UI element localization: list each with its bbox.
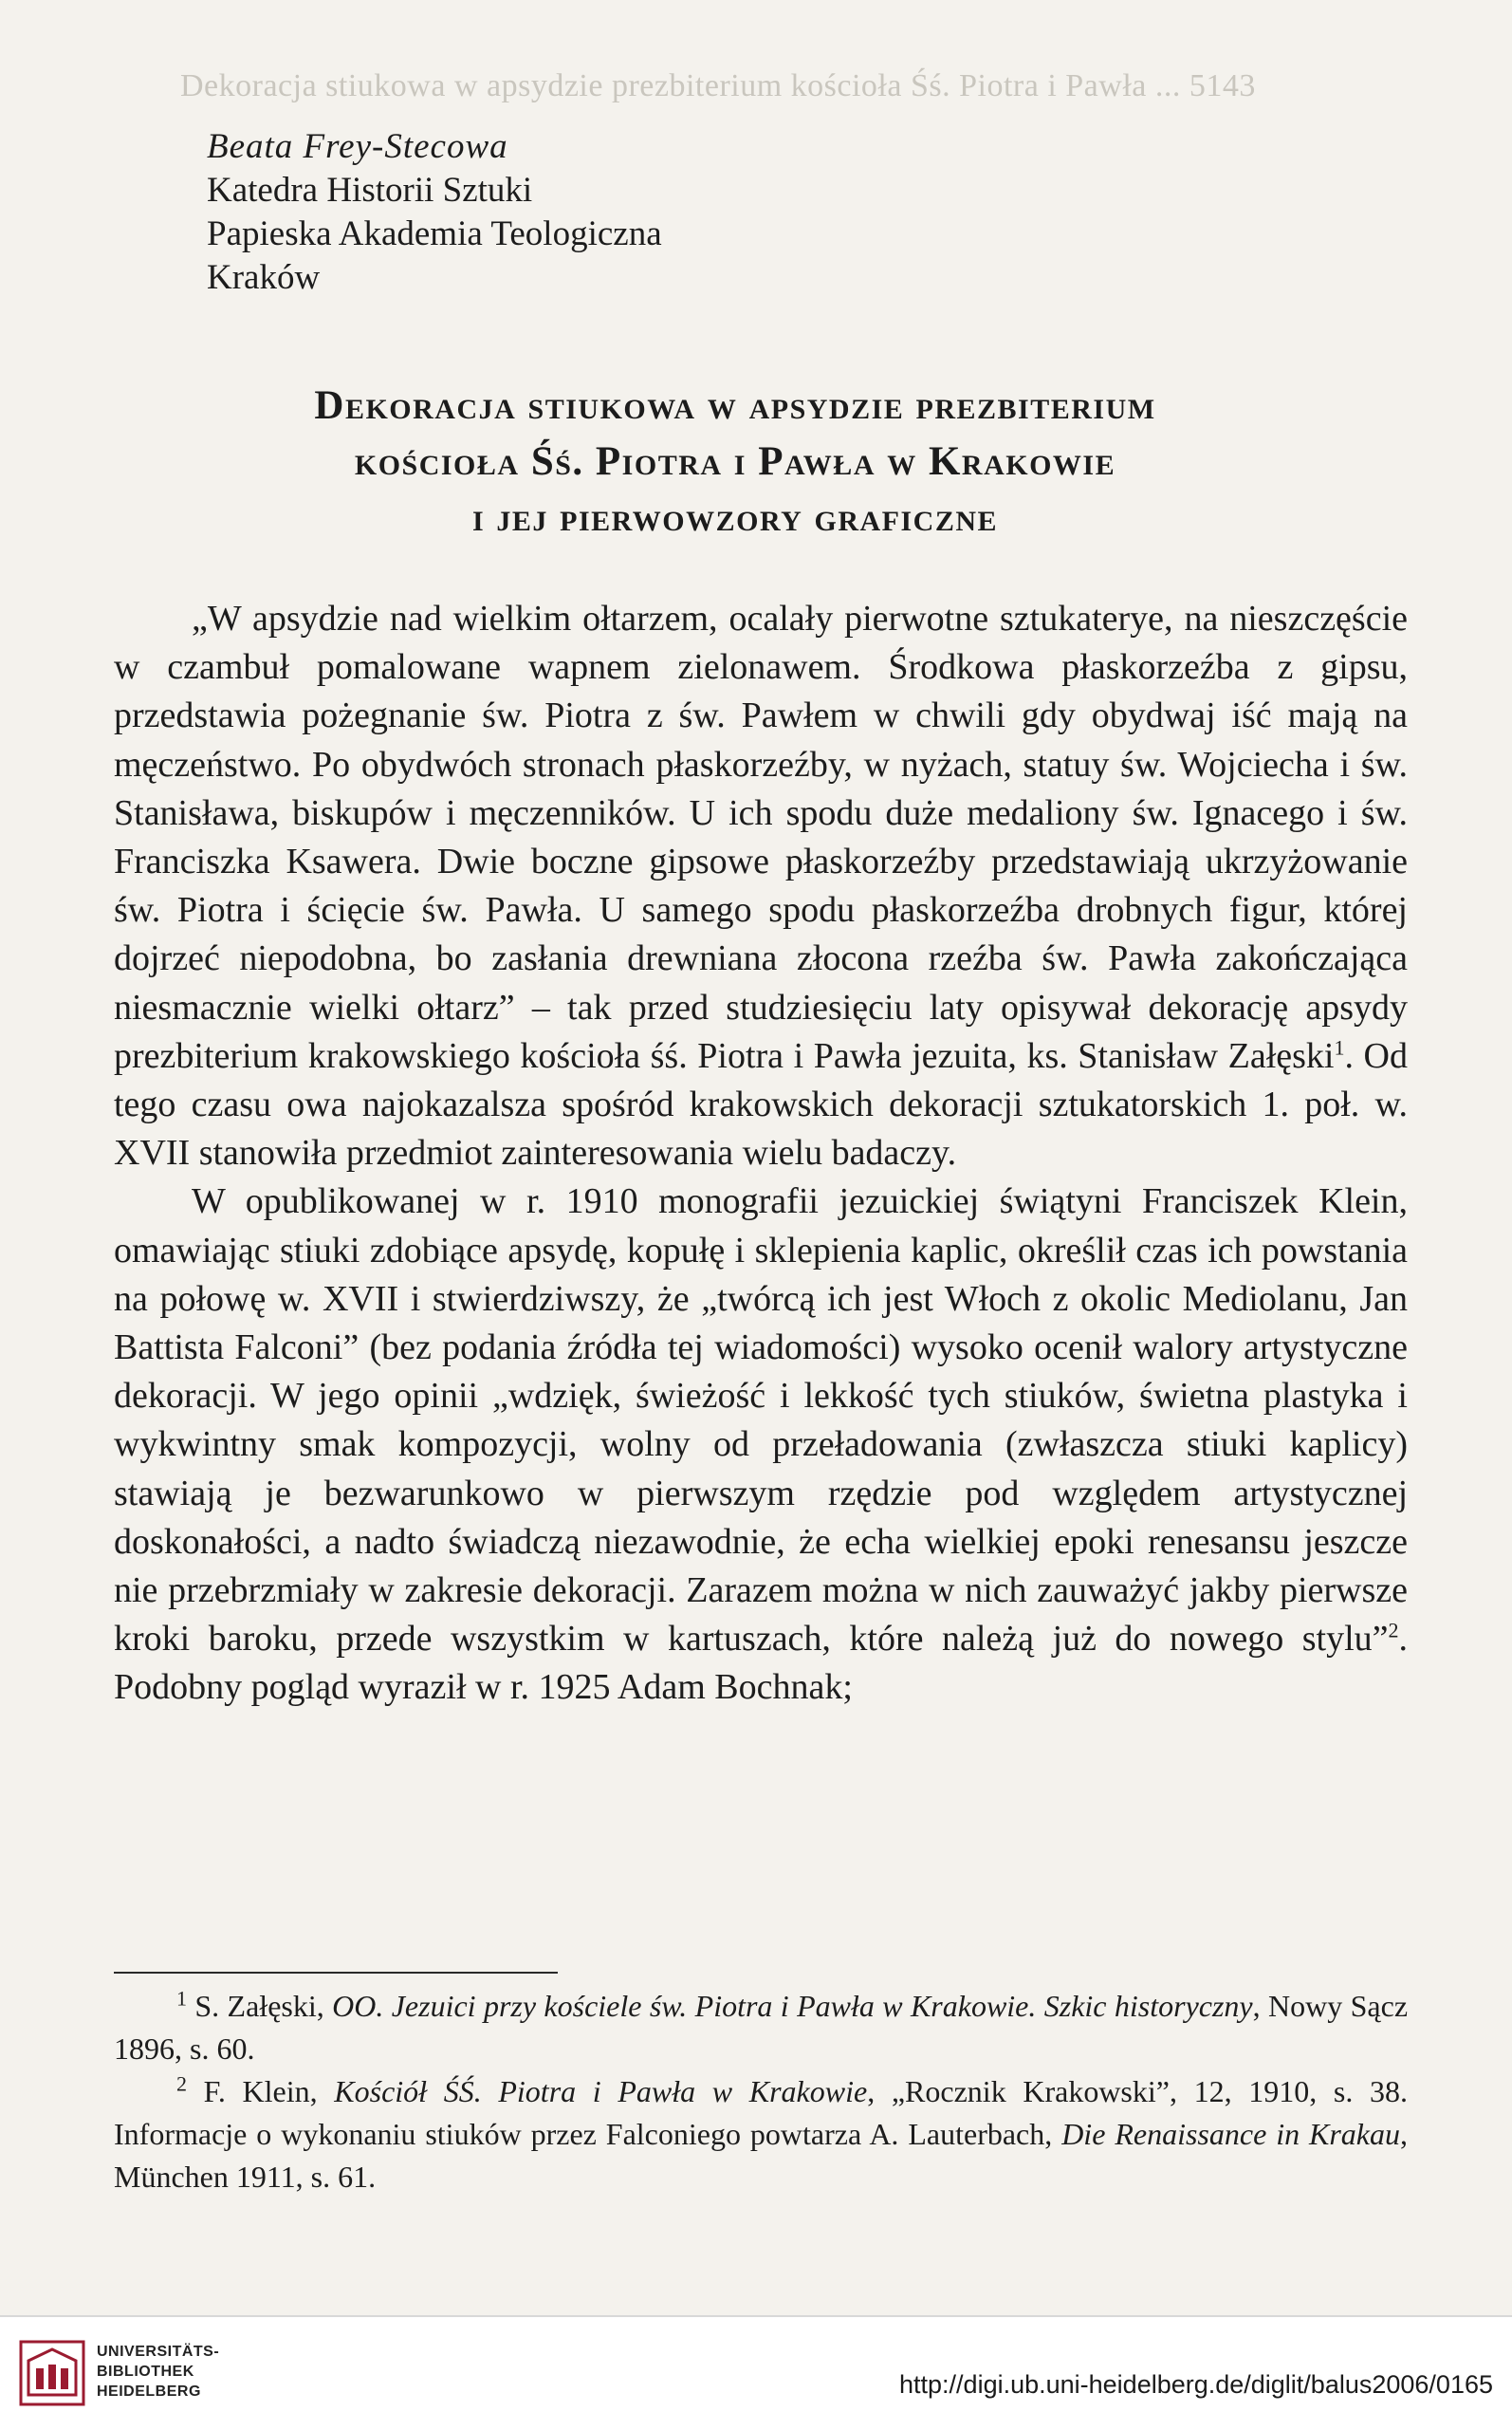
author-city: Kraków <box>207 258 321 297</box>
footnote-2 <box>114 2070 1408 2198</box>
author-department: Katedra Historii Sztuki <box>207 171 533 210</box>
footnote-1-number: 1 <box>176 1986 187 2011</box>
heidelberg-library-logo-icon <box>19 2340 85 2406</box>
footnote-1 <box>114 1985 1408 2070</box>
paragraph-2 <box>114 1178 1408 1712</box>
footnote-ref-1: 1 <box>1334 1035 1345 1060</box>
footnote-2-text: , „Rocznik Krakowski”, 12, 1910, s. 38. Informacje o wykonaniu stiuków przez Falconiego powtarza A. Lauterbach, <box>114 2074 1409 2151</box>
footnote-2-title: Kościół ŚŚ. Piotra i Pawła w Krakowie <box>334 2074 868 2108</box>
footnote-1-author: S. Załęski, <box>187 1989 333 2023</box>
footnotes <box>114 1985 1408 2198</box>
paragraph-2-text-cont: . Podobny pogląd wyraził w r. 1925 Adam Bochnak; <box>114 1619 1408 1708</box>
body-text <box>114 595 1408 1713</box>
library-name-line-3: HEIDELBERG <box>97 2384 201 2400</box>
title-line-2: kościoła Śś. Piotra i Pawła w Krakowie <box>354 439 1116 484</box>
footnote-divider <box>114 1972 558 1974</box>
footnote-1-imprint: , Nowy Sącz 1896, s. 60. <box>114 1989 1409 2066</box>
paragraph-1-text: „W apsydzie nad wielkim ołtarzem, ocalały pierwotne sztukaterye, na nieszczęście w czambuł pomalowane wapnem zielonawem. Środkowa płaskorzeźba z gipsu, przedstawia pożegnanie św. Piotra z św. Pawłem w chwili gdy obydwaj iść mają na męczeństwo. Po obydwóch stronach płaskorzeźby, w nyżach, statuy św. Wojciecha i św. Stanisława, biskupów i męczenników. U ich spodu duże medaliony św. Ignacego i św. Franciszka Ksawera. Dwie boczne gipsowe płaskorzeźby przedstawiają ukrzyżowanie św. Piotra i ścięcie św. Pawła. U samego spodu płaskorzeźba drobnych figur, której dojrzeć niepodobna, bo zasłania drewniana złocona rzeźba św. Pawła zakończająca niesmacznie wielki ołtarz” – tak przed studziesięciu laty opisywał dekorację apsydy prezbiterium krakowskiego kościoła śś. Piotra i Pawła jezuita, ks. Stanisław Załęski <box>114 599 1408 1076</box>
footnote-1-title: OO. Jezuici przy kościele św. Piotra i Pawła w Krakowie. Szkic historyczny <box>332 1989 1253 2023</box>
footnote-2-imprint: , München 1911, s. 61. <box>114 2117 1409 2194</box>
permalink-url[interactable]: http://digi.ub.uni-heidelberg.de/diglit/balus2006/0165 <box>899 2370 1493 2399</box>
paragraph-1 <box>114 595 1408 1178</box>
title-line-3: i jej pierwowzory graficzne <box>471 495 999 540</box>
library-name <box>97 2342 219 2402</box>
author-block <box>207 125 662 300</box>
library-name-line-2: BIBLIOTHEK <box>97 2364 194 2380</box>
author-name: Beata Frey-Stecowa <box>207 127 508 166</box>
paragraph-2-text: W opublikowanej w r. 1910 monografii jezuickiej świątyni Franciszek Klein, omawiając stiuki zdobiące apsydę, kopułę i sklepienia kaplic, określił czas ich powstania na połowę w. XVII i stwierdziwszy, że „twórcą ich jest Włoch z okolic Mediolanu, Jan Battista Falconi” (bez podania źródła tej wiadomości) wysoko ocenił walory artystyczne dekoracji. W jego opinii „wdzięk, świeżość i lekkość tych stiuków, świetna plastyka i wykwintny smak kompozycji, wolny od przeładowania (zwłaszcza stiuki kaplicy) stawiają je bezwarunkowo w pierwszym rzędzie pod względem artystycznej doskonałości, a nadto świadczą niezawodnie, że echa wielkiej epoki renesansu jeszcze nie przebrzmiały w zakresie dekoracji. Zarazem można w nich zauważyć jakby pierwsze kroki baroku, przede wszystkim w kartuszach, które należą już do nowego stylu” <box>114 1181 1408 1660</box>
footnote-2-author: F. Klein, <box>187 2074 335 2108</box>
footnote-ref-2: 2 <box>1388 1618 1399 1642</box>
author-institution: Papieska Akademia Teologiczna <box>207 214 662 253</box>
title-line-1: Dekoracja stiukowa w apsydzie prezbiterium <box>314 383 1156 428</box>
footnote-2-title-2: Die Renaissance in Krakau <box>1061 2117 1401 2151</box>
library-name-line-1: UNIVERSITÄTS- <box>97 2344 220 2360</box>
bleed-through-header: Dekoracja stiukowa w apsydzie prezbiterium kościoła Śś. Piotra i Pawła ... 5143 <box>180 68 1256 103</box>
footnote-2-number: 2 <box>176 2071 187 2096</box>
paragraph-1-text-cont: . Od tego czasu owa najokazalsza spośród krakowskich dekoracji sztukatorskich 1. poł. w. XVII stanowiła przedmiot zainteresowania wielu badaczy. <box>114 1035 1408 1174</box>
article-title <box>114 378 1356 546</box>
